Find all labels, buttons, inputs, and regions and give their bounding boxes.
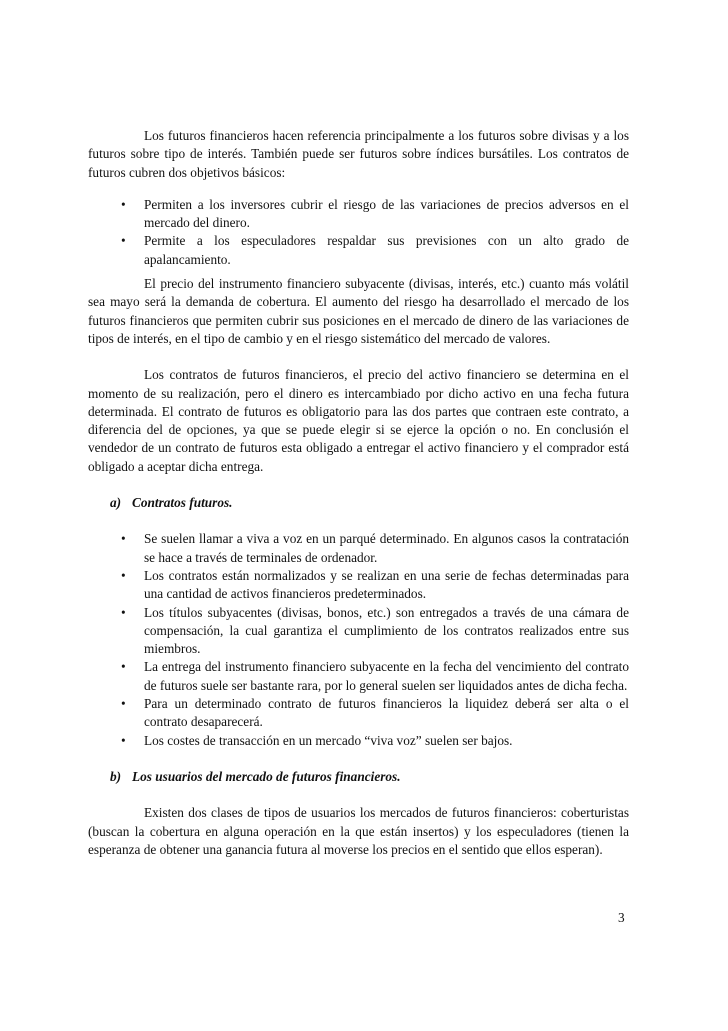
page-number: 3 bbox=[618, 910, 625, 925]
section-b-letter: b) bbox=[110, 768, 122, 784]
section-a-title: Contratos futuros. bbox=[132, 495, 233, 511]
bullet-icon: • bbox=[121, 531, 126, 547]
list-item-text: Para un determinado contrato de futuros financieros la liquidez deberá ser alta o el contrato desaparecerá. bbox=[144, 696, 629, 730]
list-item-text: Los títulos subyacentes (divisas, bonos, etc.) son entregados a través de una cámara de compensación, la cual garantiza el cumplimiento de los contratos realizados entre sus miembros. bbox=[144, 604, 629, 657]
bullet-icon: • bbox=[121, 604, 126, 620]
bullet-icon: • bbox=[121, 659, 126, 675]
list-item bbox=[88, 695, 629, 732]
section-b-heading bbox=[88, 768, 629, 786]
list-item-text: Permite a los especuladores respaldar sus previsiones con un alto grado de apalancamiento. bbox=[144, 233, 629, 267]
list-item bbox=[88, 732, 629, 750]
futures-features-list bbox=[88, 530, 629, 750]
intro-paragraph: Los futuros financieros hacen referencia principalmente a los futuros sobre divisas y a los futuros sobre tipo de interés. También puede ser futuros sobre índices bursátiles. Los contratos de futuros cubren dos objetivos básicos: bbox=[88, 128, 629, 180]
document-page bbox=[88, 127, 629, 859]
bullet-icon: • bbox=[121, 196, 126, 212]
list-item bbox=[88, 658, 629, 695]
section-a-letter: a) bbox=[110, 495, 122, 511]
list-item-text: Los costes de transacción en un mercado “viva voz” suelen ser bajos. bbox=[144, 732, 513, 748]
users-paragraph: Existen dos clases de tipos de usuarios los mercados de futuros financieros: coberturistas (buscan la cobertura en alguna operación en la que están insertos) y los especuladores (tienen la esperanza de obtener una ganancia futura al moverse los precios en el sentido que ellos esperan). bbox=[88, 805, 629, 857]
list-item bbox=[88, 604, 629, 659]
section-a-heading bbox=[88, 494, 629, 512]
bullet-icon: • bbox=[121, 567, 126, 583]
contracts-paragraph: Los contratos de futuros financieros, el precio del activo financiero se determina en el momento de su realización, pero el dinero es intercambiado por dicho activo en una fecha futura determinada. El contrato de futuros es obligatorio para las dos partes que contraen este contrato, a diferencia del de opciones, ya que se puede elegir si se ejerce la opción o no. En conclusión el vendedor de un contrato de futuros esta obligado a entregar el activo financiero y el comprador está obligado a aceptar dicha entrega. bbox=[88, 367, 629, 474]
section-b-title: Los usuarios del mercado de futuros financieros. bbox=[132, 768, 401, 784]
list-item-text: La entrega del instrumento financiero subyacente en la fecha del vencimiento del contrato de futuros suele ser bastante rara, por lo general suelen ser liquidados antes de dicha fecha. bbox=[144, 659, 629, 693]
bullet-icon: • bbox=[121, 732, 126, 748]
objectives-list bbox=[88, 196, 629, 269]
list-item bbox=[88, 196, 629, 233]
list-item-text: Se suelen llamar a viva a voz en un parqué determinado. En algunos casos la contratación se hace a través de terminales de ordenador. bbox=[144, 531, 629, 565]
bullet-icon: • bbox=[121, 233, 126, 249]
list-item-text: Permiten a los inversores cubrir el riesgo de las variaciones de precios adversos en el mercado del dinero. bbox=[144, 196, 629, 231]
list-item bbox=[88, 567, 629, 604]
list-item bbox=[88, 232, 629, 269]
volatility-paragraph: El precio del instrumento financiero subyacente (divisas, interés, etc.) cuanto más volátil sea mayo será la demanda de cobertura. El aumento del riesgo ha desarrollado el mercado de los futuros financieros que permiten cubrir sus posiciones en el mercado de dinero de las variaciones de tipos de interés, en el tipo de cambio y en el riesgo sistemático del mercado de valores. bbox=[88, 276, 629, 346]
list-item-text: Los contratos están normalizados y se realizan en una serie de fechas determinadas para una cantidad de activos financieros predeterminados. bbox=[144, 567, 629, 602]
bullet-icon: • bbox=[121, 696, 126, 712]
list-item bbox=[88, 530, 629, 567]
